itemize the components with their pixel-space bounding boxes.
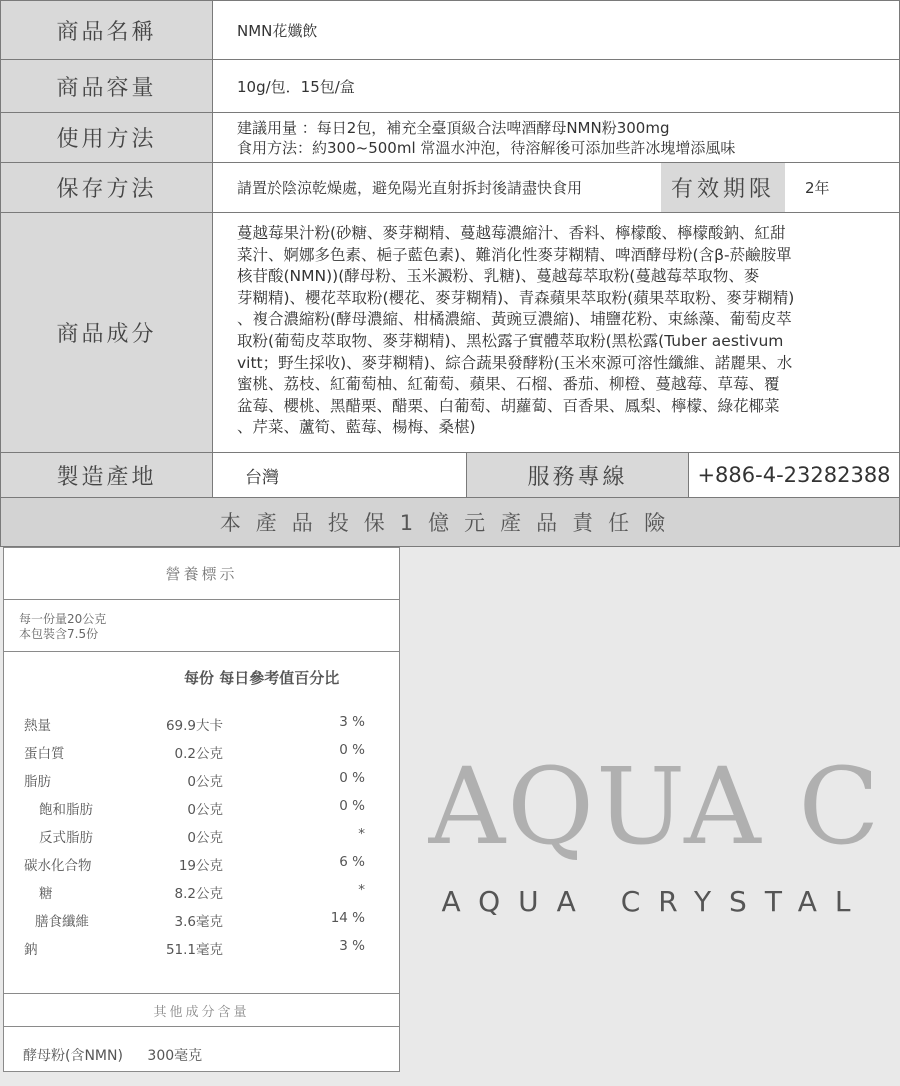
service-phone: +886-4-23282388 xyxy=(689,453,899,497)
nutrition-row xyxy=(4,854,399,878)
other-ingredient-name: 酵母粉(含NMN) xyxy=(23,1048,123,1064)
nutrient-daily-pct: 0 % xyxy=(339,742,365,758)
ingredients-line: 、芹菜、蘆筍、藍莓、楊梅、桑椹) xyxy=(237,418,476,437)
nutrient-amount: 0公克 xyxy=(187,774,223,790)
nutrition-row xyxy=(4,798,399,822)
nutrient-daily-pct: 3 % xyxy=(339,714,365,730)
storage-value: 請置於陰涼乾燥處，避免陽光直射拆封後請盡快食用 xyxy=(213,163,899,212)
origin-label: 製造產地 xyxy=(1,453,213,497)
nutrient-amount: 51.1毫克 xyxy=(165,942,223,958)
nutrient-daily-pct: 0 % xyxy=(339,798,365,814)
spec-row-usage xyxy=(0,112,900,163)
nutrient-daily-pct: * xyxy=(358,882,365,898)
nutrient-name: 脂肪 xyxy=(24,774,51,790)
other-ingredient-amount: 300毫克 xyxy=(147,1048,203,1064)
nutrition-row xyxy=(4,938,399,962)
spec-row-origin-service xyxy=(0,452,900,498)
nutrient-daily-pct: * xyxy=(358,826,365,842)
nutrient-name: 碳水化合物 xyxy=(24,858,92,874)
nutrient-amount: 8.2公克 xyxy=(174,886,223,902)
ingredients-line: vitt；野生採收)、麥芽糊精)、綜合蔬果發酵粉(玉米來源可溶性纖維、諾麗果、水 xyxy=(237,353,793,372)
nutrient-name: 糖 xyxy=(39,886,53,902)
nutrient-daily-pct: 0 % xyxy=(339,770,365,786)
name-value: NMN花孅飲 xyxy=(213,1,899,59)
other-ingredients-title: 其他成分含量 xyxy=(4,994,399,1027)
usage-label: 使用方法 xyxy=(1,113,213,162)
origin-value: 台灣 xyxy=(213,453,467,497)
ingredients-line: 核苷酸(NMN))(酵母粉、玉米澱粉、乳糖)、蔓越莓萃取粉(蔓越莓萃取物、麥 xyxy=(237,267,760,286)
nutrient-amount: 69.9大卡 xyxy=(165,718,223,734)
nutrient-name: 鈉 xyxy=(24,942,38,958)
nutrition-facts-panel xyxy=(3,547,400,1072)
nutrient-amount: 19公克 xyxy=(178,858,223,874)
nutrition-row xyxy=(4,882,399,906)
storage-label: 保存方法 xyxy=(1,163,213,212)
spec-row-capacity xyxy=(0,59,900,113)
usage-value xyxy=(213,113,899,162)
ingredients-line: 菜汁、婀娜多色素、梔子藍色素)、難消化性麥芽糊精、啤酒酵母粉(含β-菸鹼胺單 xyxy=(237,245,792,264)
lower-section xyxy=(0,547,900,1086)
usage-line-dosage: 建議用量 ：每日2包，補充全臺頂級合法啤酒酵母NMN粉300mg xyxy=(237,118,670,137)
nutrient-amount: 3.6毫克 xyxy=(174,914,223,930)
ingredients-line: 取粉(葡萄皮萃取物、麥芽糊精)、黑松露子實體萃取粉(黑松露(Tuber aestivum xyxy=(237,331,784,350)
nutrient-amount: 0公克 xyxy=(187,802,223,818)
spec-row-name xyxy=(0,0,900,60)
brand-tagline: AQUA CRYSTAL xyxy=(441,885,869,918)
brand-logo: AQUA C xyxy=(428,745,882,868)
nutrient-daily-pct: 6 % xyxy=(339,854,365,870)
ingredients-line: 芽糊精)、櫻花萃取粉(櫻花、麥芽糊精)、青森蘋果萃取粉(蘋果萃取粉、麥芽糊精) xyxy=(237,288,795,307)
nutrient-name: 膳食纖維 xyxy=(35,914,89,930)
ingredients-line: 盆莓、櫻桃、黑醋栗、醋栗、白葡萄、胡蘿蔔、百香果、鳳梨、檸檬、綠花椰菜 xyxy=(237,396,780,415)
serving-info xyxy=(19,612,106,642)
serving-size: 每一份量20公克 xyxy=(19,612,107,626)
expiry-value: 2年 xyxy=(785,163,899,212)
nutrition-row xyxy=(4,826,399,850)
nutrient-name: 飽和脂肪 xyxy=(39,802,93,818)
nutrition-column-header: 每份 每日參考值百分比 xyxy=(184,669,340,687)
nutrient-name: 反式脂肪 xyxy=(39,830,93,846)
capacity-value: 10g/包．15包/盒 xyxy=(213,60,899,112)
ingredients-line: 蔓越莓果汁粉(砂糖、麥芽糊精、蔓越莓濃縮汁、香料、檸檬酸、檸檬酸鈉、紅甜 xyxy=(237,224,786,242)
usage-line-method: 食用方法：約300~500ml 常溫水沖泡，待溶解後可添加些許冰塊增添風味 xyxy=(237,138,736,157)
ingredients-label: 商品成分 xyxy=(1,213,213,452)
nutrition-row xyxy=(4,714,399,738)
expiry-label: 有效期限 xyxy=(661,163,785,212)
nutrient-amount: 0.2公克 xyxy=(174,746,223,762)
ingredients-line: 蜜桃、荔枝、紅葡萄柚、紅葡萄、蘋果、石榴、番茄、柳橙、蔓越莓、草莓、覆 xyxy=(237,375,780,394)
ingredients-line: 、複合濃縮粉(酵母濃縮、柑橘濃縮、黃豌豆濃縮)、埔鹽花粉、束絲藻、葡萄皮萃 xyxy=(237,310,792,329)
other-ingredient-row xyxy=(23,1045,222,1065)
service-label: 服務專線 xyxy=(467,453,689,497)
capacity-label: 商品容量 xyxy=(1,60,213,112)
nutrient-name: 熱量 xyxy=(24,718,51,734)
nutrition-row xyxy=(4,770,399,794)
servings-per-pack: 本包裝含7.5份 xyxy=(19,627,99,641)
nutrient-daily-pct: 14 % xyxy=(330,910,365,926)
divider xyxy=(4,651,399,652)
ingredients-value xyxy=(213,213,899,452)
name-label: 商品名稱 xyxy=(1,1,213,59)
nutrient-amount: 0公克 xyxy=(187,830,223,846)
spec-row-ingredients xyxy=(0,212,900,453)
nutrient-daily-pct: 3 % xyxy=(339,938,365,954)
insurance-banner: 本產品投保1億元產品責任險 xyxy=(0,497,900,547)
nutrition-row xyxy=(4,742,399,766)
nutrient-name: 蛋白質 xyxy=(24,746,65,762)
ingredients-text xyxy=(237,223,794,439)
nutrition-row xyxy=(4,910,399,934)
spec-row-storage xyxy=(0,162,900,213)
nutrition-title: 營養標示 xyxy=(4,548,399,600)
